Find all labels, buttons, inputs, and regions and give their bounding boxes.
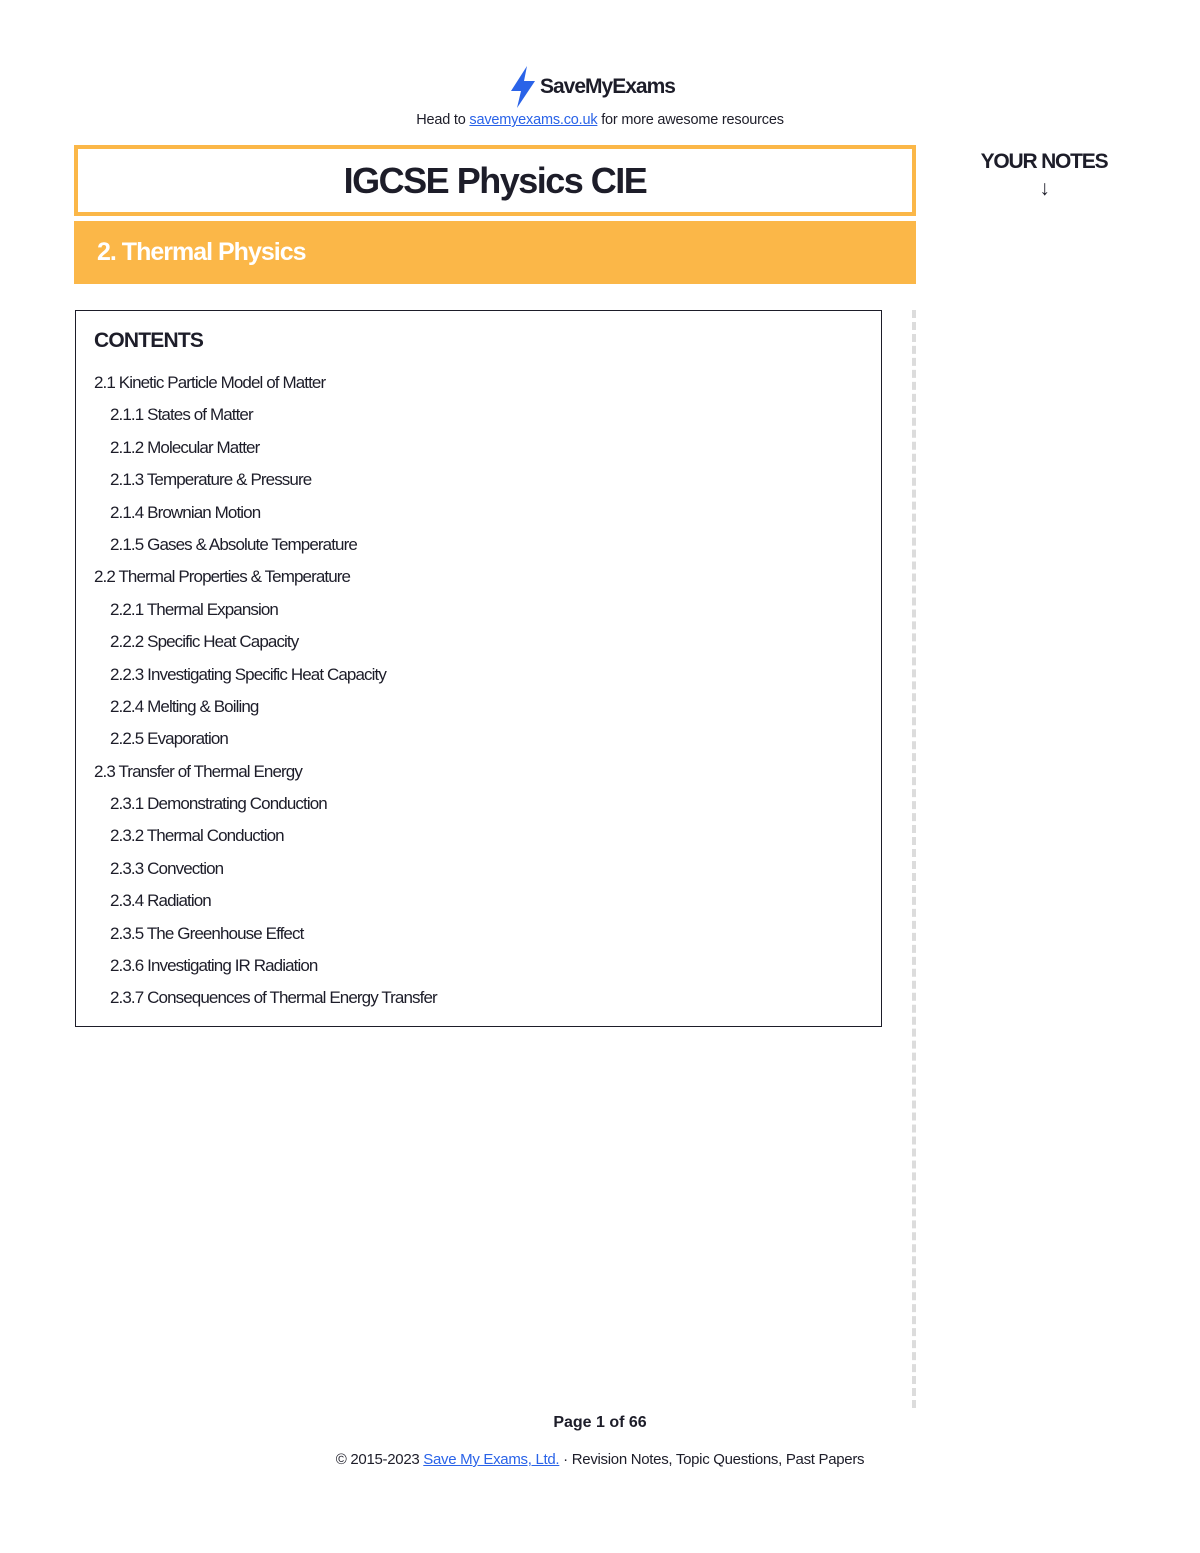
toc-subsection-link[interactable]: 2.2.5 Evaporation [110,729,228,749]
toc-subsection-link[interactable]: 2.3.4 Radiation [110,891,211,911]
toc-subsection-link[interactable]: 2.1.3 Temperature & Pressure [110,470,312,490]
document-title-box [74,145,916,216]
toc-subsection-link[interactable]: 2.1.1 States of Matter [110,405,253,425]
toc-subsection-link[interactable]: 2.1.5 Gases & Absolute Temperature [110,534,357,554]
toc-subsection-link[interactable]: 2.1.2 Molecular Matter [110,437,260,457]
toc-section-link[interactable]: 2.1 Kinetic Particle Model of Matter [94,373,326,392]
down-arrow-icon: ↓ [1039,177,1049,200]
toc-subsection-link[interactable]: 2.2.4 Melting & Boiling [110,696,259,716]
your-notes-label: YOUR NOTES ↓ [968,148,1120,202]
toc-subsection-link[interactable]: 2.3.6 Investigating IR Radiation [110,956,318,976]
toc-subsection-link[interactable]: 2.3.2 Thermal Conduction [110,826,284,846]
section-banner [74,221,916,284]
brand-logo [508,66,675,108]
tagline: Head to savemyexams.co.uk for more awesome resources [416,112,784,128]
savemyexams-link[interactable]: savemyexams.co.uk [469,112,598,128]
document-title: IGCSE Physics CIE [343,159,647,201]
table-of-contents [94,367,437,1015]
toc-subsection-link[interactable]: 2.2.1 Thermal Expansion [110,599,278,619]
toc-subsection-link[interactable]: 2.3.1 Demonstrating Conduction [110,794,327,814]
company-link[interactable]: Save My Exams, Ltd. [423,1451,560,1468]
toc-subsection-link[interactable]: 2.2.2 Specific Heat Capacity [110,632,299,652]
toc-subsection-link[interactable]: 2.2.3 Investigating Specific Heat Capacity [110,664,386,684]
toc-subsection-link[interactable]: 2.1.4 Brownian Motion [110,502,261,522]
toc-subsection-link[interactable]: 2.3.5 The Greenhouse Effect [110,923,304,943]
contents-heading: CONTENTS [94,329,204,352]
lightning-bolt-icon [508,66,538,108]
toc-section-link[interactable]: 2.2 Thermal Properties & Temperature [94,567,351,587]
toc-section-link[interactable]: 2.3 Transfer of Thermal Energy [94,761,302,781]
brand-name: SaveMyExams [540,75,675,98]
contents-box [75,310,882,1027]
notes-divider [912,310,916,1408]
toc-subsection-link[interactable]: 2.3.3 Convection [110,858,224,878]
section-title: 2. Thermal Physics [97,238,306,266]
footer: © 2015-2023 Save My Exams, Ltd. · Revision Notes, Topic Questions, Past Papers [335,1451,865,1468]
toc-subsection-link[interactable]: 2.3.7 Consequences of Thermal Energy Transfer [110,988,437,1008]
page-number: Page 1 of 66 [553,1414,647,1431]
